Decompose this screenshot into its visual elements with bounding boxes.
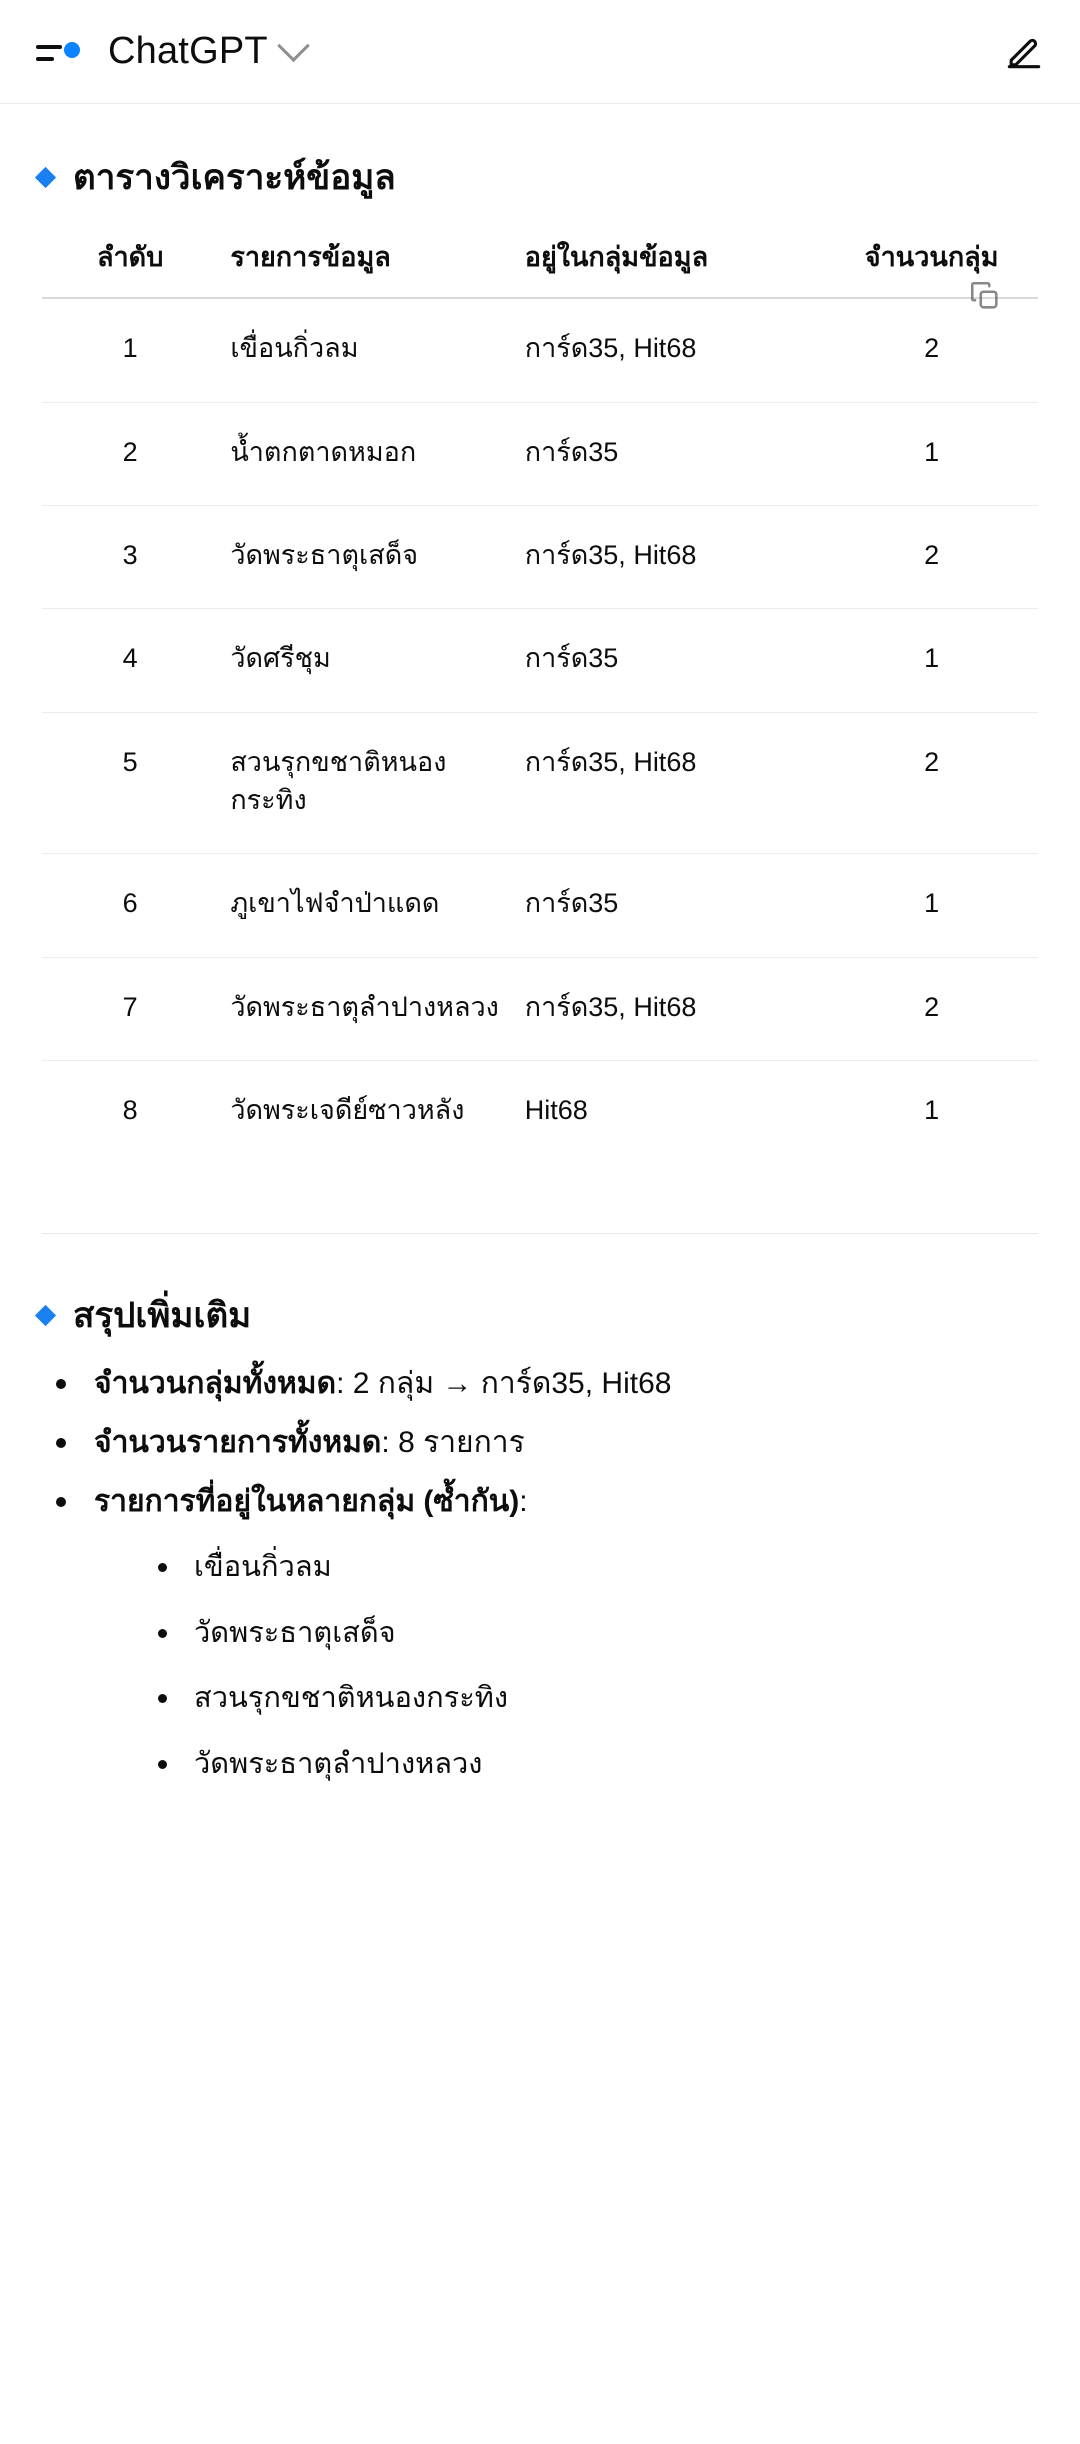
cell-count: 1	[924, 436, 940, 467]
cell-group: การ์ด35	[524, 888, 619, 919]
column-header-item: รายการข้อมูล	[230, 242, 391, 272]
column-header-count: จำนวนกลุ่ม	[864, 242, 999, 272]
list-item: เขื่อนกิ่วลม	[152, 1546, 1046, 1590]
cell-group: การ์ด35, Hit68	[524, 991, 697, 1022]
cell-group: การ์ด35, Hit68	[524, 333, 697, 364]
cell-no: 3	[122, 540, 138, 571]
app-title: ChatGPT	[108, 30, 268, 72]
table-head	[42, 223, 1038, 298]
table-row	[42, 298, 1038, 402]
analysis-table-wrapper	[34, 223, 1046, 1234]
cell-item: ภูเขาไฟจำป่าแดด	[230, 888, 440, 919]
list-item: วัดพระธาตุเสด็จ	[152, 1612, 1046, 1656]
summary-label: จำนวนกลุ่มทั้งหมด	[94, 1367, 337, 1401]
menu-icon-bar-1	[36, 45, 62, 49]
cell-item: สวนรุกขชาติหนองกระทิง	[230, 746, 447, 816]
message-content	[0, 104, 1080, 1868]
cell-count: 2	[924, 540, 940, 571]
summary-value: : 2 กลุ่ม → การ์ด35, Hit68	[336, 1367, 672, 1401]
summary-label: จำนวนรายการทั้งหมด	[94, 1426, 382, 1460]
column-header-no: ลำดับ	[96, 242, 164, 272]
cell-item: วัดศรีชุม	[230, 643, 331, 674]
cell-item: น้ำตกตาดหมอก	[230, 436, 417, 467]
cell-item: วัดพระธาตุเสด็จ	[230, 540, 419, 571]
table-row	[42, 854, 1038, 957]
table-body	[42, 298, 1038, 1163]
menu-icon-bar-2	[36, 57, 54, 61]
section-header-summary	[34, 1288, 1046, 1343]
cell-count: 1	[924, 888, 940, 919]
cell-group: Hit68	[524, 1095, 588, 1126]
cell-item: วัดพระธาตุลำปางหลวง	[230, 991, 499, 1022]
list-item: สวนรุกขชาติหนองกระทิง	[152, 1677, 1046, 1721]
cell-count: 2	[924, 991, 940, 1022]
cell-group: การ์ด35, Hit68	[524, 746, 697, 777]
cell-no: 6	[122, 888, 138, 919]
cell-group: การ์ด35	[524, 436, 619, 467]
cell-no: 7	[122, 991, 138, 1022]
top-bar	[0, 0, 1080, 104]
duplicate-list	[94, 1546, 1046, 1786]
cell-no: 2	[122, 436, 138, 467]
table-row	[42, 957, 1038, 1060]
cell-count: 2	[924, 333, 940, 364]
cell-no: 1	[122, 333, 138, 364]
cell-count: 1	[924, 643, 940, 674]
cell-group: การ์ด35	[524, 643, 619, 674]
list-item: วัดพระธาตุลำปางหลวง	[152, 1743, 1046, 1787]
section-title: ตารางวิเคราะห์ข้อมูล	[73, 158, 396, 197]
table-row	[42, 1061, 1038, 1164]
cell-item: วัดพระเจดีย์ซาวหลัง	[230, 1095, 465, 1126]
section-divider	[42, 1233, 1038, 1234]
diamond-bullet-icon	[35, 1305, 56, 1326]
menu-icon[interactable]	[34, 29, 80, 75]
table-row	[42, 712, 1038, 854]
cell-no: 8	[122, 1095, 138, 1126]
summary-value: :	[519, 1485, 528, 1519]
cell-item: เขื่อนกิ่วลม	[230, 333, 359, 364]
table-header-row	[42, 223, 1038, 298]
table-row	[42, 609, 1038, 712]
table-row	[42, 506, 1038, 609]
table-row	[42, 402, 1038, 505]
cell-no: 4	[122, 643, 138, 674]
copy-icon[interactable]	[968, 279, 1002, 313]
summary-list	[34, 1361, 1046, 1786]
summary-section	[34, 1288, 1046, 1786]
cell-no: 5	[122, 746, 138, 777]
summary-value: : 8 รายการ	[381, 1426, 525, 1460]
list-item	[48, 1361, 1046, 1406]
cell-group: การ์ด35, Hit68	[524, 540, 697, 571]
summary-title: สรุปเพิ่มเติม	[73, 1296, 252, 1336]
section-header-table	[34, 150, 1046, 205]
list-item	[48, 1420, 1046, 1465]
cell-count: 1	[924, 1095, 940, 1126]
cell-count: 2	[924, 746, 940, 777]
analysis-table	[42, 223, 1038, 1163]
menu-icon-dot	[64, 42, 80, 58]
column-header-group: อยู่ในกลุ่มข้อมูล	[524, 242, 709, 272]
compose-icon[interactable]	[1002, 30, 1046, 74]
diamond-bullet-icon	[35, 167, 56, 188]
list-item	[48, 1479, 1046, 1786]
summary-label: รายการที่อยู่ในหลายกลุ่ม (ซ้ำกัน)	[94, 1485, 520, 1519]
chevron-down-icon[interactable]	[277, 30, 310, 63]
model-selector[interactable]	[108, 30, 305, 73]
